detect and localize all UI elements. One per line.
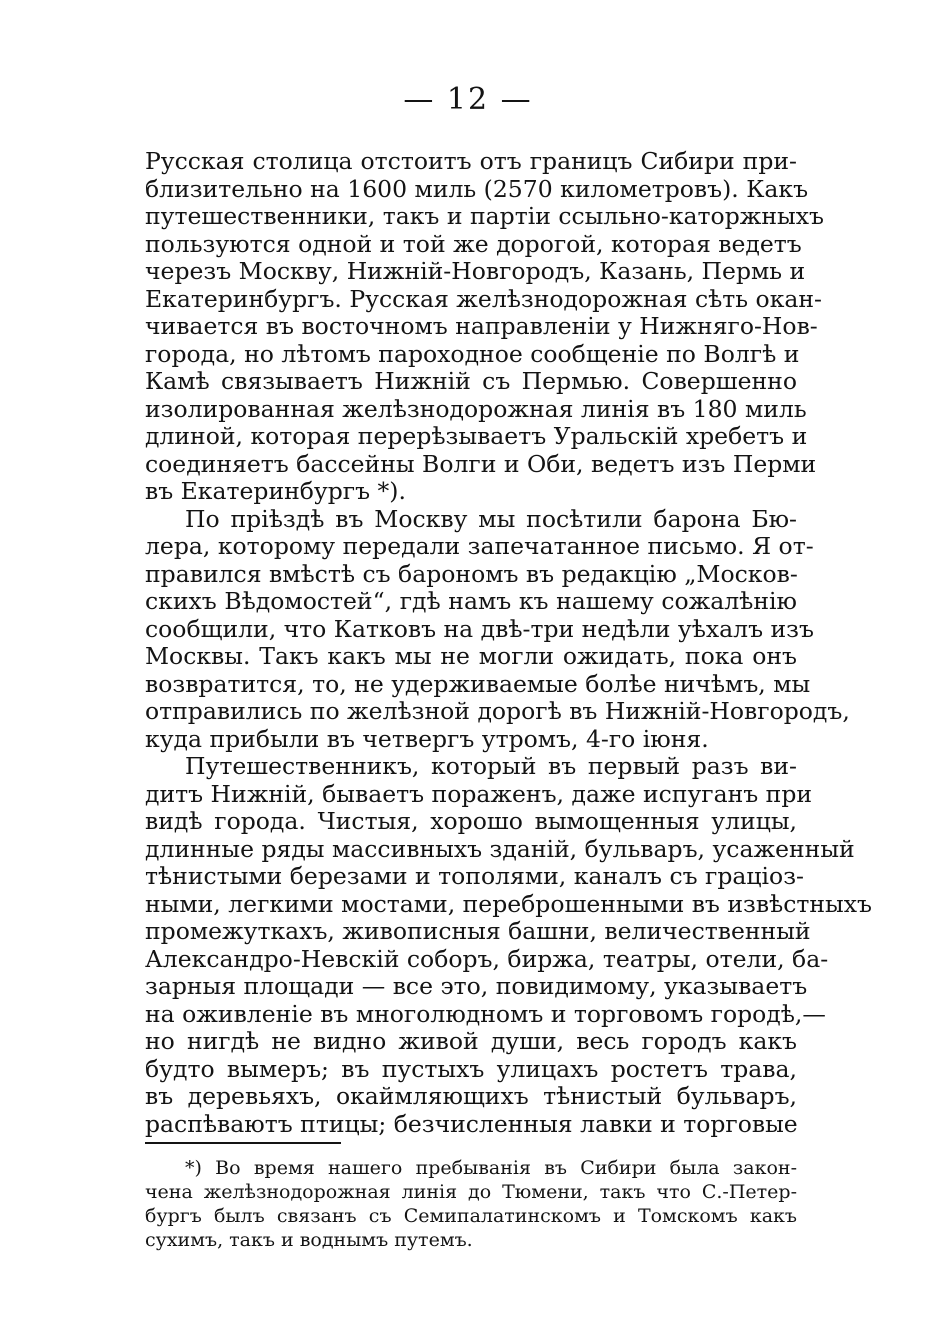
text-line: длинные ряды массивныхъ зданій, бульваръ, усаженный: [145, 834, 855, 863]
text-line: Путешественникъ, который въ первый разъ ви-: [185, 752, 797, 780]
text-line: отправились по желѣзной дорогѣ въ Нижній-Новгородъ,: [145, 697, 850, 725]
paragraph: [145, 752, 872, 1138]
text-line: соединяетъ бассейны Волги и Оби, ведетъ изъ Перми: [145, 449, 817, 478]
text-line: скихъ Вѣдомостей“, гдѣ намъ къ нашему сожалѣнію: [145, 587, 797, 615]
text-line: близительно на 1600 миль (2570 километровъ). Какъ: [145, 174, 809, 203]
text-line: черезъ Москву, Нижній-Новгородъ, Казань, Пермь и: [145, 257, 806, 285]
text-line: длиной, которая перерѣзываетъ Уральскій хребетъ и: [145, 422, 808, 450]
text-line: возвратится, то, не удерживаемые болѣе ничѣмъ, мы: [145, 669, 811, 698]
text-line: на оживленіе въ многолюдномъ и торговомъ городѣ,—: [145, 999, 826, 1028]
text-line: распѣваютъ птицы; безчисленныя лавки и торговые: [145, 1109, 798, 1138]
text-line: куда прибыли въ четвергъ утромъ, 4-го іюня.: [145, 724, 709, 753]
text-line: но нигдѣ не видно живой души, весь городъ какъ: [145, 1027, 797, 1055]
footnote-line: бургъ былъ связанъ съ Семипалатинскомъ и Томскомъ какъ: [145, 1205, 797, 1227]
text-line: Камѣ связываетъ Нижній съ Пермью. Совершенно: [145, 367, 797, 395]
text-line: правился вмѣстѣ съ барономъ въ редакцію „Москов-: [145, 559, 798, 588]
body-text: [145, 147, 872, 1138]
text-line: пользуются одной и той же дорогой, которая ведетъ: [145, 229, 802, 258]
footnote: [145, 1156, 797, 1252]
paragraph: [145, 504, 850, 754]
text-line: Русская столица отстоитъ отъ границъ Сибири при-: [145, 147, 797, 175]
text-line: путешественники, такъ и партіи ссыльно-каторжныхъ: [145, 202, 824, 230]
text-line: видѣ города. Чистыя, хорошо вымощенныя улицы,: [145, 807, 797, 835]
text-line: изолированная желѣзнодорожная линія въ 180 миль: [145, 394, 807, 423]
footnote-line: сухимъ, такъ и воднымъ путемъ.: [145, 1229, 473, 1251]
text-line: чивается въ восточномъ направленіи у Нижняго-Нов-: [145, 312, 818, 340]
text-line: Москвы. Такъ какъ мы не могли ожидать, пока онъ: [145, 642, 797, 670]
text-line: лера, которому передали запечатанное письмо. Я от-: [145, 532, 814, 560]
text-line: дитъ Нижній, бываетъ пораженъ, даже испуганъ при: [145, 779, 813, 808]
text-line: въ Екатеринбургъ *).: [145, 477, 406, 505]
text-line: Екатеринбургъ. Русская желѣзнодорожная сѣть окан-: [145, 284, 823, 313]
text-line: тѣнистыми березами и тополями, каналъ съ граціоз-: [145, 862, 804, 890]
text-line: Александро-Невскій соборъ, биржа, театры, отели, ба-: [145, 944, 829, 973]
text-line: въ деревьяхъ, окаймляющихъ тѣнистый бульваръ,: [145, 1082, 797, 1110]
footnote-line: чена желѣзнодорожная линія до Тюмени, такъ что С.-Петер-: [145, 1181, 797, 1203]
text-line: зарныя площади — все это, повидимому, указываетъ: [145, 972, 808, 1000]
text-line: города, но лѣтомъ пароходное сообщеніе по Волгѣ и: [145, 339, 800, 368]
text-line: промежуткахъ, живописныя башни, величественный: [145, 917, 811, 945]
footnote-line: *) Во время нашего пребыванія въ Сибири была закон-: [185, 1157, 797, 1179]
text-line: сообщили, что Катковъ на двѣ-три недѣли уѣхалъ изъ: [145, 614, 814, 643]
footnote-divider: [145, 1142, 341, 1144]
paragraph: [145, 147, 824, 506]
text-line: будто вымеръ; въ пустыхъ улицахъ ростетъ трава,: [145, 1054, 797, 1083]
page-number: — 12 —: [403, 82, 533, 117]
text-line: ными, легкими мостами, переброшенными въ извѣстныхъ: [145, 889, 872, 918]
text-line: По пріѣздѣ въ Москву мы посѣтили барона Бю-: [185, 504, 797, 533]
